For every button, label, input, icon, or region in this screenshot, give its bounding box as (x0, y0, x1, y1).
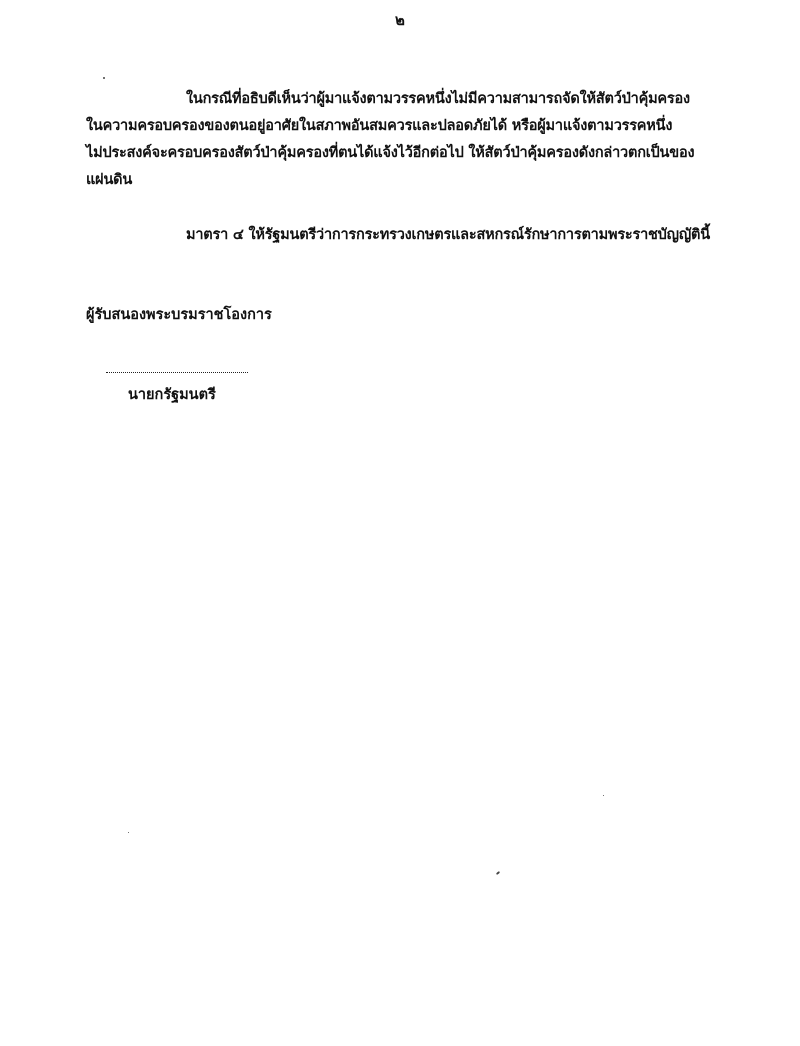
paragraph-line-4: แผ่นดิน (86, 172, 133, 188)
page-number: ๒ (395, 11, 405, 29)
scan-speck (128, 832, 129, 833)
paragraph-line-2: ในความครอบครองของตนอยู่อาศัยในสภาพอันสมควรและปลอดภัยได้ หรือผู้มาแจ้งตามวรรคหนึ่ง (86, 118, 673, 134)
paragraph-protected-wildlife-custody (86, 86, 726, 194)
scan-speck (496, 871, 500, 875)
signature-dotted-line (106, 362, 248, 373)
paragraph-line-1: ในกรณีที่อธิบดีเห็นว่าผู้มาแจ้งตามวรรคหนึ่งไม่มีความสามารถจัดให้สัตว์ป่าคุ้มครอง (186, 91, 690, 107)
scan-speck (103, 77, 105, 79)
countersign-label: ผู้รับสนองพระบรมราชโองการ (86, 307, 272, 323)
paragraph-line-3: ไม่ประสงค์จะครอบครองสัตว์ป่าคุ้มครองที่ตนได้แจ้งไว้อีกต่อไป ให้สัตว์ป่าคุ้มครองดังกล่าวตกเป็นของ (86, 145, 695, 161)
scan-speck (603, 795, 604, 796)
signer-title: นายกรัฐมนตรี (128, 387, 216, 403)
section-4-paragraph: มาตรา ๔ ให้รัฐมนตรีว่าการกระทรวงเกษตรและสหกรณ์รักษาการตามพระราชบัญญัตินี้ (186, 227, 710, 243)
